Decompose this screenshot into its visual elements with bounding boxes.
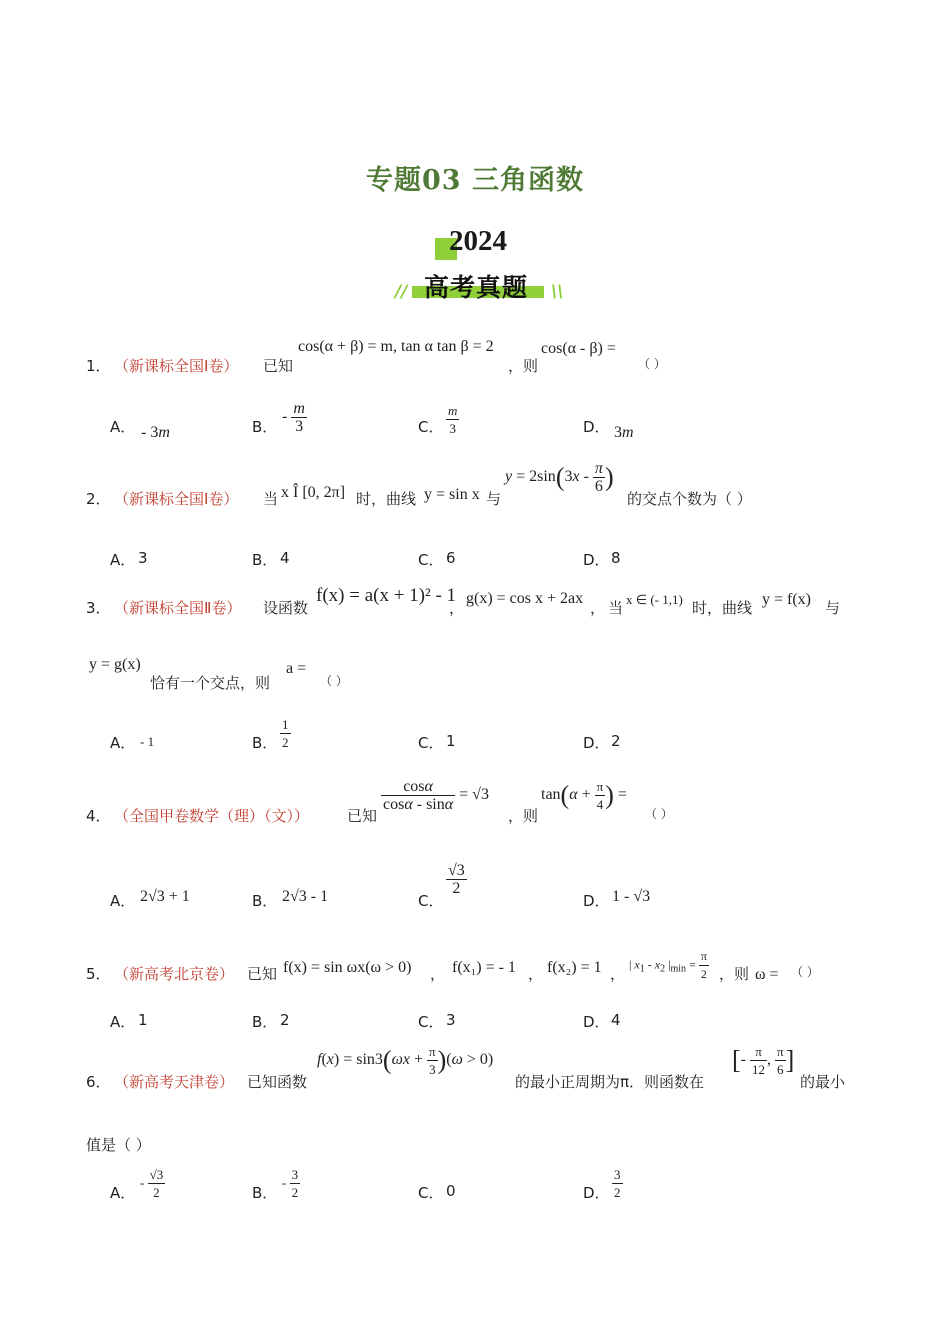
question-source: （新课标全国Ⅱ卷）: [114, 599, 242, 617]
question-number: 4．: [86, 807, 111, 825]
question-text: 已知: [247, 965, 278, 983]
question-source: （新高考北京卷）: [114, 965, 235, 983]
math-expression: f(x) = sin ωx(ω > 0): [283, 959, 412, 976]
punctuation: ，: [528, 965, 544, 983]
option-label: C．: [418, 1184, 444, 1202]
option-d-value: $\frac{3}{2}$: [614, 1167, 621, 1200]
question-source: （新课标全国Ⅰ卷）: [114, 490, 239, 508]
question-text: ，则: [719, 965, 750, 983]
option-b-value: $\frac{1}{2}$: [282, 717, 289, 750]
option-label: B．: [252, 1184, 278, 1202]
question-text: 与: [486, 490, 502, 508]
option-label: B．: [252, 551, 278, 569]
punctuation: ，: [449, 599, 465, 617]
question-text: 恰有一个交点，则: [150, 674, 271, 692]
math-expression: f(x₁) = - 1: [452, 959, 516, 976]
answer-bracket: （ ）: [320, 674, 348, 688]
punctuation: ，: [430, 965, 446, 983]
option-a-value: 1: [138, 1011, 148, 1029]
math-expression: y = f(x): [762, 591, 812, 608]
answer-bracket: （ ）: [645, 807, 673, 821]
option-label: D．: [583, 734, 610, 752]
option-a-value: 3: [138, 549, 148, 567]
question-text: 的最小: [800, 1073, 846, 1091]
option-a-value: - 3m: [141, 424, 170, 441]
math-expression: a =: [286, 660, 307, 677]
banner-slash-right: \\: [551, 282, 564, 302]
option-c-value: 3: [446, 1011, 456, 1029]
question-text: 已知函数: [247, 1073, 308, 1091]
banner-subtitle: 高考真题: [424, 273, 529, 302]
option-d-value: 1 - √3: [612, 888, 651, 905]
option-label: C．: [418, 418, 444, 436]
math-expression: g(x) = cos x + 2ax: [466, 590, 584, 607]
math-expression: cos(α + β) = m, tan α tan β = 2: [298, 338, 494, 355]
option-d-value: 3m: [614, 424, 634, 441]
page-title: 专题03 三角函数: [366, 165, 584, 196]
option-c-value: 1: [446, 732, 456, 750]
option-c-value: 6: [446, 549, 456, 567]
math-expression: y = sin x: [424, 486, 480, 503]
option-b-value: 2√3 - 1: [282, 888, 329, 905]
answer-bracket: （ ）: [638, 357, 666, 371]
math-expression: y = 2sin(3x - $\frac{\pi}{6}$ ): [505, 460, 614, 495]
option-b-value: 2: [280, 1011, 290, 1029]
year-badge: 2024: [449, 225, 507, 257]
option-c-value: $\frac{√3}{2}$: [448, 862, 465, 897]
option-d-value: 8: [611, 549, 621, 567]
option-label: B．: [252, 734, 278, 752]
math-expression: f(x) = a(x + 1)² - 1: [316, 585, 457, 606]
question-text: 的交点个数为（ ）: [627, 490, 752, 508]
question-text: ，则: [508, 357, 539, 375]
question-number: 5．: [86, 965, 111, 983]
banner-slash-left: //: [395, 282, 408, 302]
option-d-value: 4: [611, 1011, 621, 1029]
option-label: C．: [418, 892, 444, 910]
option-label: A．: [110, 1013, 136, 1031]
question-source: （新高考天津卷）: [114, 1073, 235, 1091]
option-label: D．: [583, 1013, 610, 1031]
question-number: 3．: [86, 599, 111, 617]
question-text: 时，曲线: [356, 490, 417, 508]
math-expression: | $x_1 - x_2$ $|_{min}$ = $\frac{\pi}{2}$: [629, 949, 707, 981]
option-b-value: - $\frac{m}{3}$: [282, 400, 305, 435]
question-text: 值是（ ）: [86, 1136, 151, 1154]
option-label: A．: [110, 551, 136, 569]
math-expression: f(x) = sin3(ωx + $\frac{\pi}{3}$ )(ω > 0): [317, 1044, 494, 1077]
math-expression: f(x₂) = 1: [547, 959, 602, 976]
option-b-value: - $\frac{3}{2}$: [282, 1167, 299, 1200]
option-a-value: 2√3 + 1: [140, 888, 190, 905]
math-expression: tan(α + $\frac{\pi}{4}$ ) =: [541, 779, 627, 812]
option-label: D．: [583, 418, 610, 436]
option-label: C．: [418, 551, 444, 569]
question-number: 2．: [86, 490, 111, 508]
option-label: C．: [418, 1013, 444, 1031]
punctuation: ，: [610, 965, 626, 983]
question-text: 的最小正周期为π．则函数在: [515, 1073, 705, 1091]
option-a-value: - $\frac{√3}{2}$: [140, 1167, 164, 1200]
option-label: A．: [110, 734, 136, 752]
question-text: 当: [263, 490, 279, 508]
math-expression: cos(α - β) =: [541, 340, 616, 357]
option-label: C．: [418, 734, 444, 752]
question-text: 设函数: [263, 599, 309, 617]
math-expression: $\frac{\cos\alpha}{\cos\alpha - \sin\alpha}$ = √3: [383, 778, 489, 813]
question-text: 与: [825, 599, 841, 617]
question-text: ，则: [508, 807, 539, 825]
option-c-value: $\frac{m}{3}$: [448, 403, 458, 436]
option-label: B．: [252, 418, 278, 436]
question-text: 已知: [347, 807, 378, 825]
option-b-value: 4: [280, 549, 290, 567]
option-label: D．: [583, 892, 610, 910]
math-expression: ω =: [755, 966, 779, 983]
option-label: D．: [583, 551, 610, 569]
question-number: 1．: [86, 357, 111, 375]
question-source: （全国甲卷数学（理）（文））: [114, 807, 310, 825]
question-number: 6．: [86, 1073, 111, 1091]
option-label: B．: [252, 1013, 278, 1031]
option-a-value: - 1: [140, 734, 155, 749]
question-text: 已知: [263, 357, 294, 375]
option-label: B．: [252, 892, 278, 910]
option-d-value: 2: [611, 732, 621, 750]
punctuation: ，: [590, 599, 606, 617]
answer-bracket: （ ）: [791, 965, 819, 979]
math-expression: y = g(x): [89, 656, 141, 673]
option-label: A．: [110, 892, 136, 910]
option-c-value: 0: [446, 1182, 456, 1200]
math-expression: [- $\frac{\pi}{12}$ , $\frac{\pi}{6}$ ]: [732, 1044, 795, 1077]
option-label: A．: [110, 418, 136, 436]
math-expression: x Î [0, 2π]: [281, 484, 346, 501]
option-label: A．: [110, 1184, 136, 1202]
question-source: （新课标全国Ⅰ卷）: [114, 357, 239, 375]
option-label: D．: [583, 1184, 610, 1202]
question-text: 当: [608, 599, 624, 617]
question-text: 时，曲线: [692, 599, 753, 617]
math-expression: x ∈ (- 1,1): [626, 592, 683, 607]
